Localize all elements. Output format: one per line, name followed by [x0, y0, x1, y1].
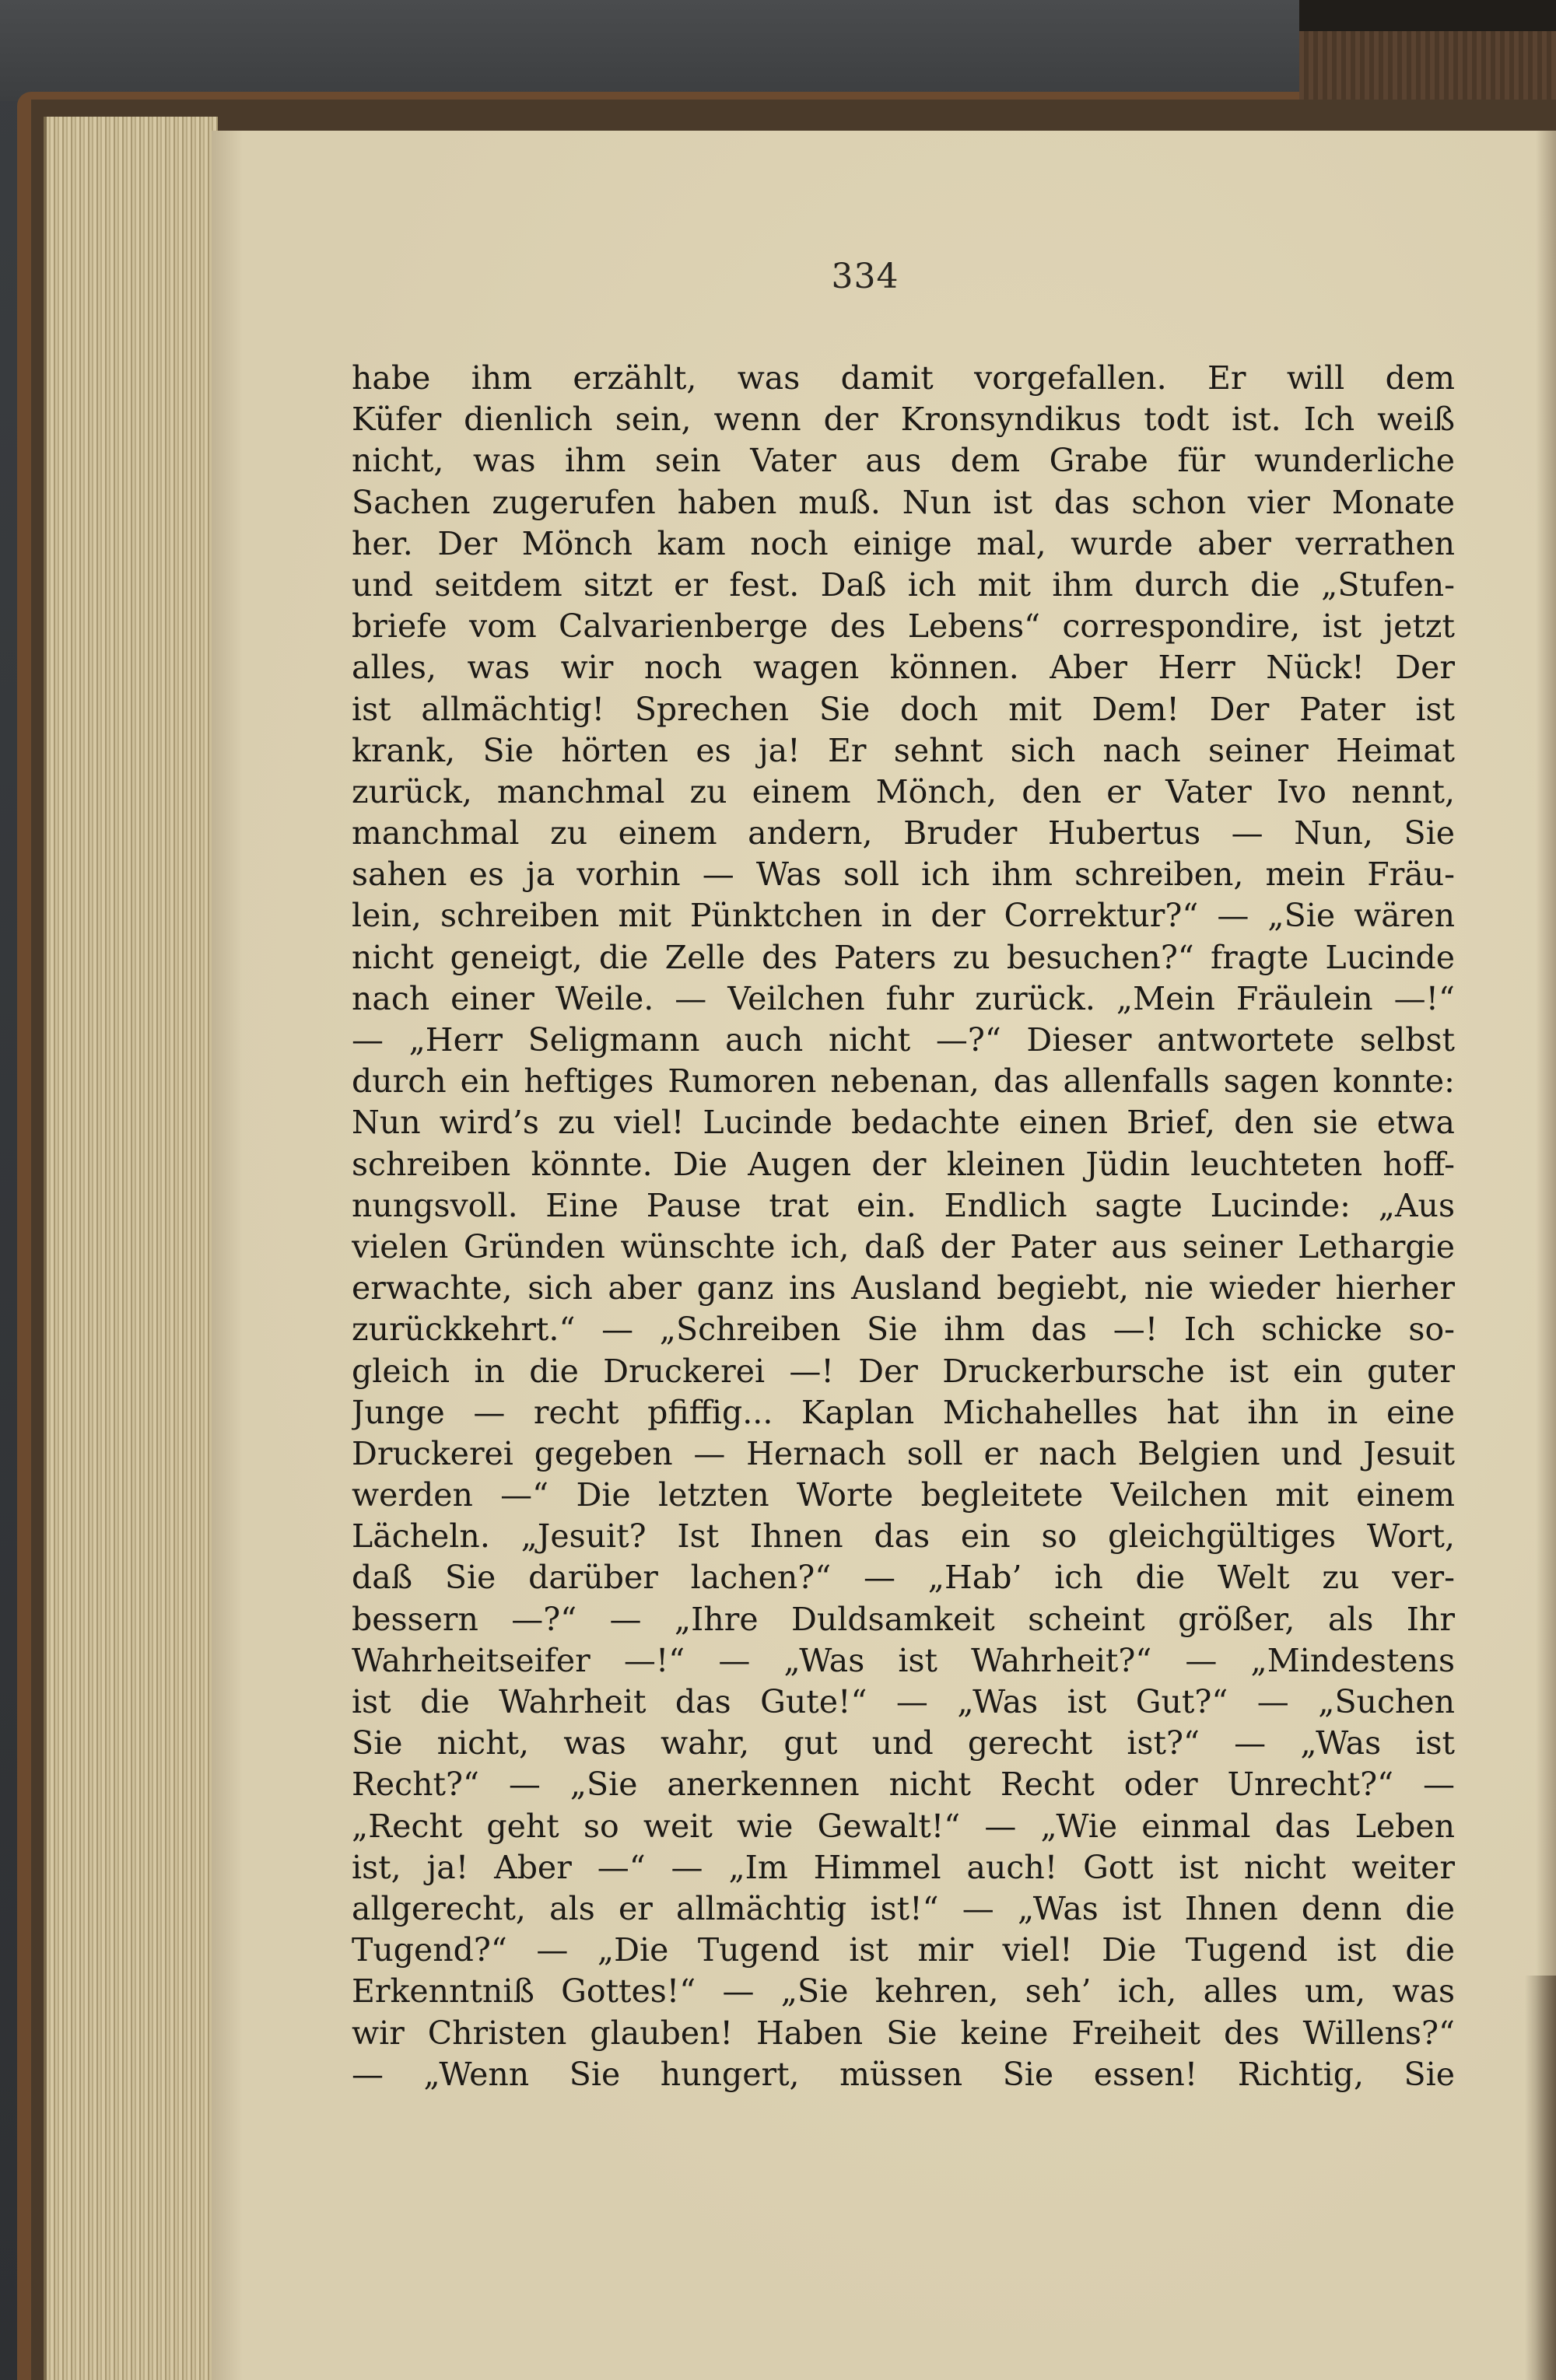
text-line: Tugend?“ — „Die Tugend ist mir viel! Die Tugend ist die	[352, 1931, 1455, 1969]
text-line: zurück, manchmal zu einem Mönch, den er Vater Ivo nennt,	[352, 772, 1455, 810]
text-line: Junge — recht pfiffig... Kaplan Michahelles hat ihn in eine	[352, 1393, 1455, 1431]
text-line: Druckerei gegeben — Hernach soll er nach Belgien und Jesuit	[352, 1434, 1455, 1472]
text-line: briefe vom Calvarienberge des Lebens“ correspondire, ist jetzt	[352, 607, 1455, 646]
text-line: allgerecht, als er allmächtig ist!“ — „Was ist Ihnen denn die	[352, 1889, 1455, 1927]
text-line: sahen es ja vorhin — Was soll ich ihm schreiben, mein Fräu-	[352, 856, 1455, 894]
text-line: bessern —?“ — „Ihre Duldsamkeit scheint größer, als Ihr	[352, 1600, 1455, 1638]
text-line: vielen Gründen wünschte ich, daß der Pater aus seiner Lethargie	[352, 1227, 1455, 1265]
text-line: — „Wenn Sie hungert, müssen Sie essen! Richtig, Sie	[352, 2055, 1455, 2093]
text-line: nicht, was ihm sein Vater aus dem Grabe für wunderliche	[352, 442, 1455, 480]
text-line: ist allmächtig! Sprechen Sie doch mit Dem! Der Pater ist	[352, 690, 1455, 728]
page-number: 334	[831, 257, 899, 296]
text-line: und seitdem sitzt er fest. Daß ich mit ihm durch die „Stufen-	[352, 565, 1455, 604]
text-line: nach einer Weile. — Veilchen fuhr zurück. „Mein Fräulein —!“	[352, 979, 1455, 1017]
text-line: zurückkehrt.“ — „Schreiben Sie ihm das —! Ich schicke so-	[352, 1311, 1455, 1349]
text-line: durch ein heftiges Rumoren nebenan, das allenfalls sagen konnte:	[352, 1062, 1455, 1101]
text-line: manchmal zu einem andern, Bruder Hubertus — Nun, Sie	[352, 814, 1455, 852]
text-line: Küfer dienlich sein, wenn der Kronsyndikus todt ist. Ich weiß	[352, 401, 1455, 439]
text-line: nicht geneigt, die Zelle des Paters zu besuchen?“ fragte Lucinde	[352, 938, 1455, 976]
text-line: „Recht geht so weit wie Gewalt!“ — „Wie einmal das Leben	[352, 1807, 1455, 1845]
text-line: erwachte, sich aber ganz ins Ausland begiebt, nie wieder hierher	[352, 1269, 1455, 1307]
text-line: Erkenntniß Gottes!“ — „Sie kehren, seh’ ich, alles um, was	[352, 1972, 1455, 2011]
text-line: nungsvoll. Eine Pause trat ein. Endlich sagte Lucinde: „Aus	[352, 1186, 1455, 1224]
text-line: werden —“ Die letzten Worte begleitete Veilchen mit einem	[352, 1476, 1455, 1514]
text-line: habe ihm erzählt, was damit vorgefallen. Er will dem	[352, 359, 1455, 397]
text-line: Nun wird’s zu viel! Lucinde bedachte einen Brief, den sie etwa	[352, 1104, 1455, 1142]
text-line: schreiben könnte. Die Augen der kleinen Jüdin leuchteten hoff-	[352, 1145, 1455, 1183]
book-spine-edge	[1299, 31, 1556, 109]
page-corner-shadow	[1525, 1976, 1556, 2380]
text-line: ist, ja! Aber —“ — „Im Himmel auch! Gott ist nicht weiter	[352, 1848, 1455, 1886]
page-stack-edges	[47, 117, 218, 2380]
text-line: Recht?“ — „Sie anerkennen nicht Recht oder Unrecht?“ —	[352, 1766, 1455, 1804]
text-line: her. Der Mönch kam noch einige mal, wurde aber verrathen	[352, 524, 1455, 562]
text-line: — „Herr Seligmann auch nicht —?“ Dieser antwortete selbst	[352, 1021, 1455, 1059]
text-line: ist die Wahrheit das Gute!“ — „Was ist Gut?“ — „Suchen	[352, 1683, 1455, 1720]
text-line: Sachen zugerufen haben muß. Nun ist das schon vier Monate	[352, 483, 1455, 521]
text-line: daß Sie darüber lachen?“ — „Hab’ ich die Welt zu ver-	[352, 1559, 1455, 1597]
text-line: alles, was wir noch wagen können. Aber Herr Nück! Der	[352, 649, 1455, 687]
text-line: Sie nicht, was wahr, gut und gerecht ist?“ — „Was ist	[352, 1724, 1455, 1762]
text-line: wir Christen glauben! Haben Sie keine Freiheit des Willens?“	[352, 2014, 1455, 2052]
page-text	[352, 358, 1455, 2095]
book-page	[212, 131, 1556, 2380]
text-line: krank, Sie hörten es ja! Er sehnt sich nach seiner Heimat	[352, 731, 1455, 769]
text-line: Lächeln. „Jesuit? Ist Ihnen das ein so gleichgültiges Wort,	[352, 1517, 1455, 1556]
text-line: Wahrheitseifer —!“ — „Was ist Wahrheit?“ — „Mindestens	[352, 1641, 1455, 1679]
text-line: gleich in die Druckerei —! Der Druckerbursche ist ein guter	[352, 1352, 1455, 1390]
text-line: lein, schreiben mit Pünktchen in der Correktur?“ — „Sie wären	[352, 897, 1455, 935]
